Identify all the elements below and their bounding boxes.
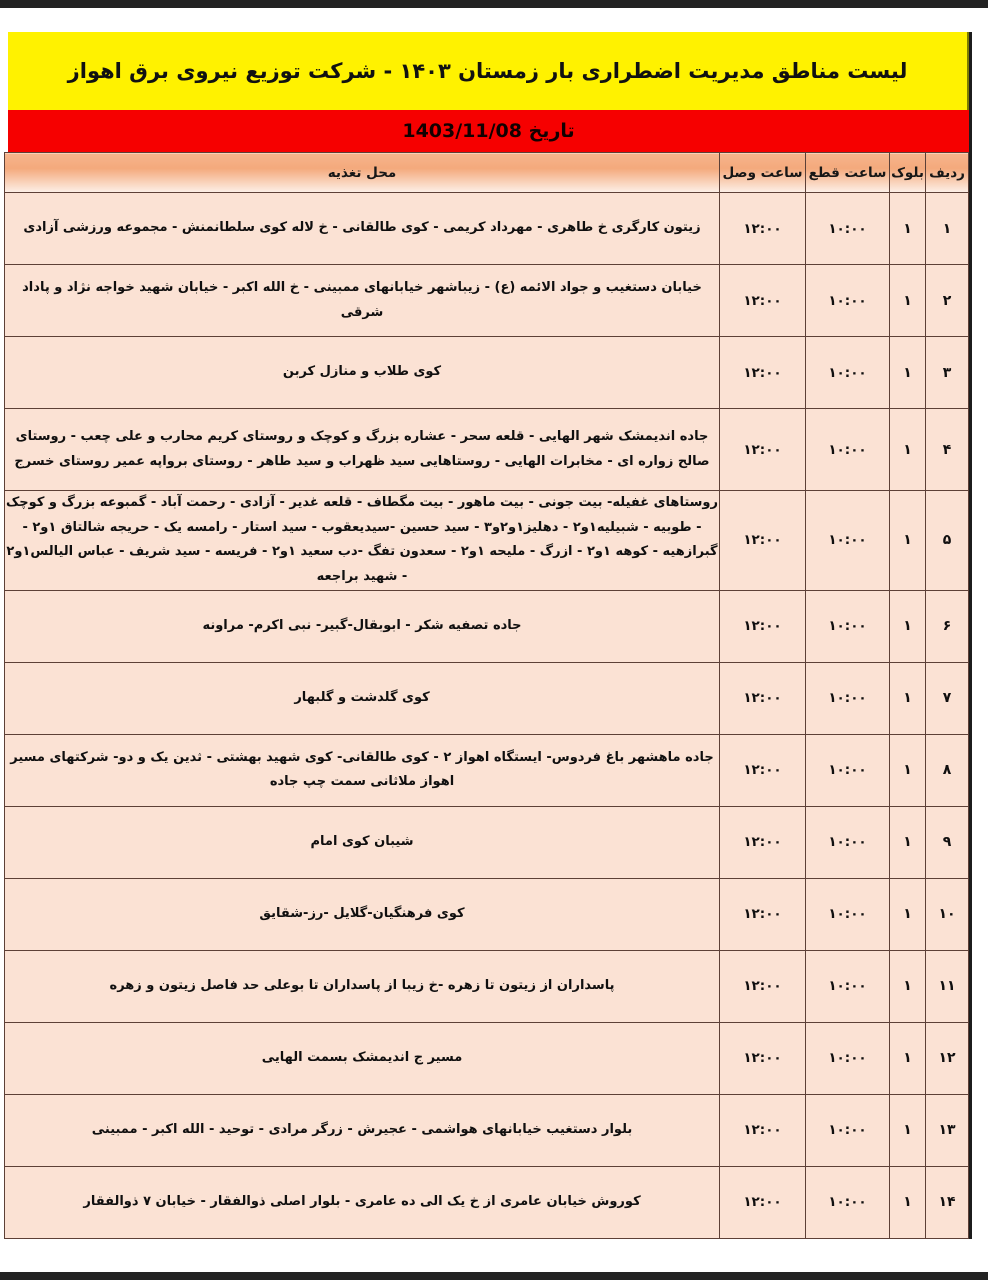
cell-outage-end: ۱۲:۰۰	[720, 337, 806, 409]
cell-radif: ۱۰	[926, 878, 969, 950]
cell-radif: ۴	[926, 409, 969, 491]
cell-supply-area: زیتون کارگری خ طاهری - مهرداد کریمی - کوی طالقانی - خ لاله کوی سلطانمنش - مجموعه ورزشی آزادی	[5, 193, 720, 265]
table-row	[5, 193, 969, 265]
top-chrome-bar	[0, 0, 988, 8]
cell-blok: ۱	[890, 734, 926, 806]
cell-outage-end: ۱۲:۰۰	[720, 806, 806, 878]
column-header-ghat: ساعت قطع	[806, 153, 890, 193]
cell-supply-area: جاده ماهشهر باغ فردوس- ایستگاه اهواز ۲ - کوی طالقانی- کوی شهید بهشتی - ثدین یک و دو- شرکتهای مسیر اهواز ملاثانی سمت چپ جاده	[5, 734, 720, 806]
cell-outage-end: ۱۲:۰۰	[720, 1022, 806, 1094]
cell-radif: ۱۲	[926, 1022, 969, 1094]
cell-supply-area: خیابان دستغیب و جواد الائمه (ع) - زیباشهر خیابانهای ممبینی - خ الله اکبر - خیابان شهید خواجه نژاد و پاداد شرقی	[5, 265, 720, 337]
cell-radif: ۳	[926, 337, 969, 409]
cell-radif: ۹	[926, 806, 969, 878]
cell-blok: ۱	[890, 1094, 926, 1166]
cell-blok: ۱	[890, 662, 926, 734]
table-row	[5, 491, 969, 591]
cell-radif: ۶	[926, 590, 969, 662]
cell-supply-area: کوی طلاب و منازل کربن	[5, 337, 720, 409]
outage-schedule-poster	[8, 32, 972, 1239]
table-row	[5, 337, 969, 409]
cell-outage-end: ۱۲:۰۰	[720, 734, 806, 806]
table-header	[5, 153, 969, 193]
bottom-chrome-bar	[0, 1272, 988, 1280]
cell-supply-area: کوی گلدشت و گلبهار	[5, 662, 720, 734]
cell-supply-area: کوروش خیابان عامری از خ یک الی ده عامری - بلوار اصلی ذوالفقار - خیابان ۷ ذوالفقار	[5, 1166, 720, 1238]
cell-blok: ۱	[890, 265, 926, 337]
table-row	[5, 409, 969, 491]
cell-supply-area: جاده اندیمشک شهر الهایی - قلعه سحر - عشاره بزرگ و کوچک و روستای کریم محارب و علی چعب - روستای صالح زواره ای - مخابرات الهایی - روستاهایی سید ظهراب و سید طاهر - روستای برواپه عمیر روستای خسرج	[5, 409, 720, 491]
cell-outage-start: ۱۰:۰۰	[806, 1166, 890, 1238]
column-header-radif: ردیف	[926, 153, 969, 193]
cell-outage-start: ۱۰:۰۰	[806, 878, 890, 950]
table-row	[5, 265, 969, 337]
cell-radif: ۷	[926, 662, 969, 734]
cell-outage-start: ۱۰:۰۰	[806, 193, 890, 265]
cell-blok: ۱	[890, 1166, 926, 1238]
cell-supply-area: شیبان کوی امام	[5, 806, 720, 878]
table-row	[5, 1094, 969, 1166]
cell-outage-start: ۱۰:۰۰	[806, 1094, 890, 1166]
cell-blok: ۱	[890, 409, 926, 491]
cell-blok: ۱	[890, 950, 926, 1022]
cell-outage-start: ۱۰:۰۰	[806, 265, 890, 337]
cell-outage-start: ۱۰:۰۰	[806, 734, 890, 806]
cell-blok: ۱	[890, 491, 926, 591]
cell-outage-end: ۱۲:۰۰	[720, 491, 806, 591]
cell-outage-end: ۱۲:۰۰	[720, 950, 806, 1022]
cell-radif: ۸	[926, 734, 969, 806]
table-row	[5, 662, 969, 734]
cell-blok: ۱	[890, 590, 926, 662]
cell-outage-end: ۱۲:۰۰	[720, 1094, 806, 1166]
table-row	[5, 734, 969, 806]
column-header-mahal: محل تغذیه	[5, 153, 720, 193]
table-row	[5, 878, 969, 950]
cell-blok: ۱	[890, 806, 926, 878]
cell-blok: ۱	[890, 1022, 926, 1094]
schedule-date: تاریخ 1403/11/08	[402, 120, 575, 142]
cell-outage-end: ۱۲:۰۰	[720, 193, 806, 265]
date-band	[8, 110, 969, 152]
cell-outage-start: ۱۰:۰۰	[806, 337, 890, 409]
cell-outage-start: ۱۰:۰۰	[806, 491, 890, 591]
cell-outage-end: ۱۲:۰۰	[720, 1166, 806, 1238]
cell-blok: ۱	[890, 337, 926, 409]
table-row	[5, 950, 969, 1022]
table-row	[5, 1166, 969, 1238]
title-band	[8, 32, 969, 110]
table-header-row	[5, 153, 969, 193]
cell-outage-start: ۱۰:۰۰	[806, 806, 890, 878]
table-body	[5, 193, 969, 1239]
page-canvas	[0, 8, 988, 1272]
cell-outage-end: ۱۲:۰۰	[720, 590, 806, 662]
cell-outage-end: ۱۲:۰۰	[720, 409, 806, 491]
cell-radif: ۵	[926, 491, 969, 591]
cell-supply-area: کوی فرهنگیان-گلایل -رز-شقایق	[5, 878, 720, 950]
table-row	[5, 806, 969, 878]
outage-schedule-table	[4, 152, 969, 1239]
cell-supply-area: روستاهای غفیله- بیت جونی - بیت ماهور - بیت مگطاف - قلعه غدیر - آزادی - رحمت آباد - گمبوعه بزرگ و کوچک - طوبیه - شبیلیه۱و۲ - دهلیز۱و۲و۳ - سید حسین -سیدیعقوب - سید استار - رامسه یک - حریجه شالتاق ۱و۲ - گبرازهیه - کوهه ۱و۲ - ازرگ - ملیحه ۱و۲ - سعدون تفگ -دب سعید ۱و۲ - فریسه - سید شریف - عباس الیالس۱و۲ - شهید براجعه	[5, 491, 720, 591]
cell-outage-end: ۱۲:۰۰	[720, 265, 806, 337]
cell-radif: ۱	[926, 193, 969, 265]
column-header-vasl: ساعت وصل	[720, 153, 806, 193]
cell-supply-area: مسیر ج اندیمشک بسمت الهایی	[5, 1022, 720, 1094]
cell-blok: ۱	[890, 193, 926, 265]
cell-supply-area: جاده تصفیه شکر - ابوبقال-گبیر- نبی اکرم- مراونه	[5, 590, 720, 662]
cell-outage-start: ۱۰:۰۰	[806, 590, 890, 662]
table-row	[5, 590, 969, 662]
cell-supply-area: پاسداران از زیتون تا زهره -خ زیبا از پاسداران تا بوعلی حد فاصل زیتون و زهره	[5, 950, 720, 1022]
cell-supply-area: بلوار دستغیب خیابانهای هواشمی - عجیرش - زرگر مرادی - توحید - الله اکبر - ممبینی	[5, 1094, 720, 1166]
column-header-blok: بلوک	[890, 153, 926, 193]
cell-radif: ۱۳	[926, 1094, 969, 1166]
cell-outage-end: ۱۲:۰۰	[720, 878, 806, 950]
cell-outage-start: ۱۰:۰۰	[806, 409, 890, 491]
cell-outage-end: ۱۲:۰۰	[720, 662, 806, 734]
table-row	[5, 1022, 969, 1094]
cell-radif: ۲	[926, 265, 969, 337]
page-title: لیست مناطق مدیریت اضطراری بار زمستان ۱۴۰۳ - شرکت توزیع نیروی برق اهواز	[67, 58, 908, 83]
cell-radif: ۱۴	[926, 1166, 969, 1238]
cell-outage-start: ۱۰:۰۰	[806, 950, 890, 1022]
cell-outage-start: ۱۰:۰۰	[806, 662, 890, 734]
cell-outage-start: ۱۰:۰۰	[806, 1022, 890, 1094]
cell-blok: ۱	[890, 878, 926, 950]
cell-radif: ۱۱	[926, 950, 969, 1022]
